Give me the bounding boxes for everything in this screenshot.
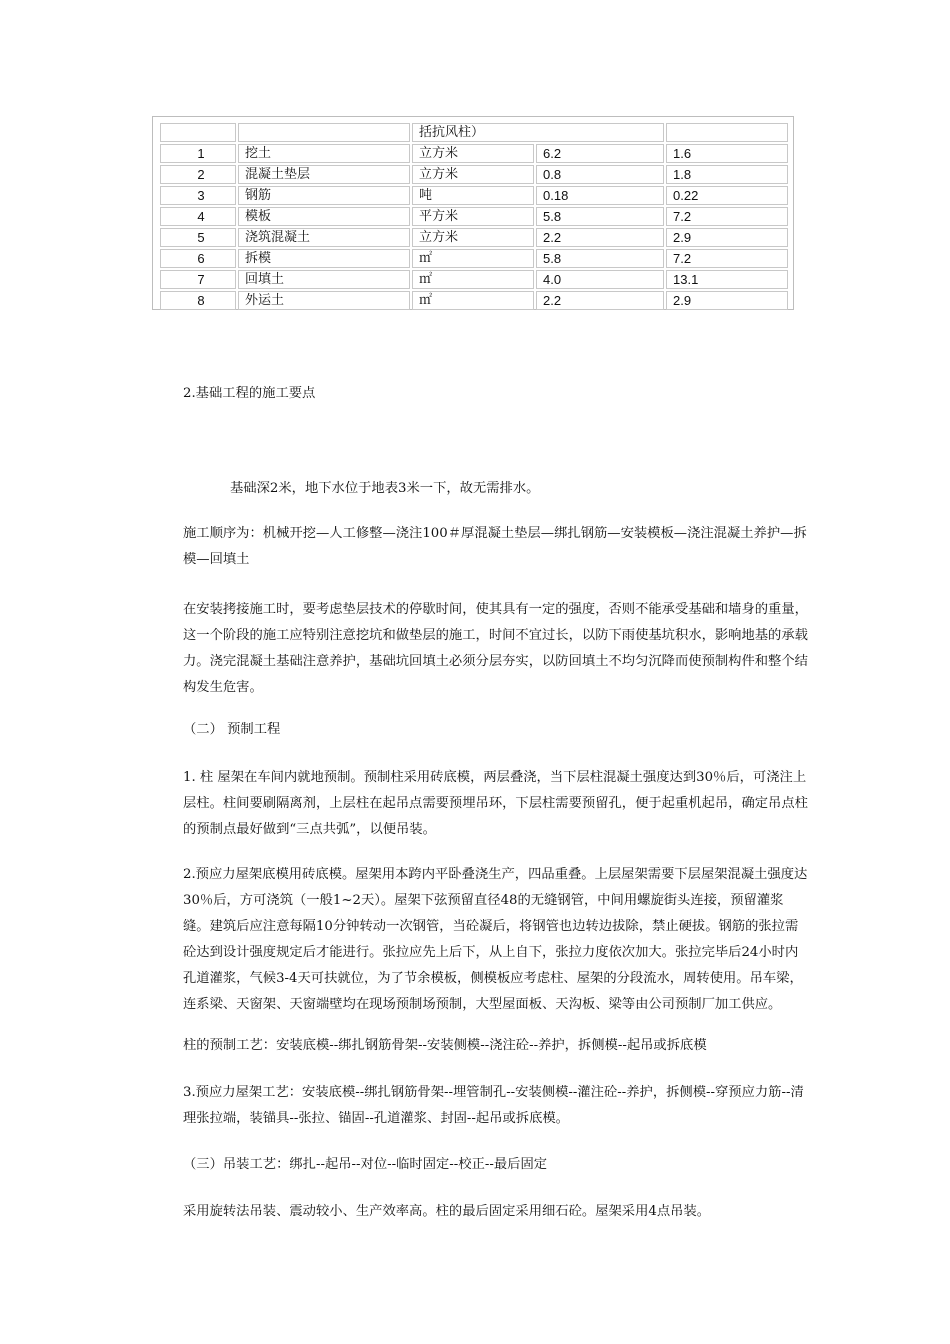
paragraph-truss-prefab: 2.预应力屋架底模用砖底模。屋架用本跨内平卧叠浇生产，四品重叠。上层屋架需要下层屋架混凝土强度达30％后，方可浇筑（一般1~2天）。屋架下弦预留直径48的无缝钢管，中间用螺旋街头连接，预留灌浆缝。建筑后应注意每隔10分钟转动一次钢管，当砼凝后，将钢管也边转边拔除，禁止硬拔。钢筋的张拉需砼达到设计强度规定后才能进行。张拉应先上后下，从上自下，张拉力度依次加大。张拉完毕后24小时内孔道灌浆，气候3-4天可扶就位，为了节余模板，侧模板应考虑柱、屋架的分段流水，周转使用。吊车梁，连系梁、天窗架、天窗端壁均在现场预制场预制，大型屋面板、天沟板、梁等由公司预制厂加工供应。 (183, 867, 808, 1012)
value-1: 0.8 (536, 165, 664, 184)
row-number: 5 (160, 228, 236, 247)
table-row (160, 165, 788, 184)
row-number: 6 (160, 249, 236, 268)
section-heading-foundation: 2.基础工程的施工要点 (183, 386, 316, 401)
value-1: 0.18 (536, 186, 664, 205)
paragraph-lifting-method: 采用旋转法吊装、震动较小、生产效率高。柱的最后固定采用细石砼。屋架采用4点吊装。 (183, 1204, 711, 1219)
value-2: 1.6 (666, 144, 788, 163)
row-number: 8 (160, 291, 236, 310)
section-heading-lifting: （三）吊装工艺：绑扎--起吊--对位--临时固定--校正--最后固定 (183, 1157, 548, 1172)
quantity-table-frame (152, 116, 794, 310)
table-cell (238, 123, 410, 142)
value-1: 5.8 (536, 207, 664, 226)
item-unit: 立方米 (412, 144, 534, 163)
item-unit: 立方米 (412, 228, 534, 247)
value-2: 2.9 (666, 228, 788, 247)
table-header-cell: 括抗风柱） (412, 123, 664, 142)
item-name: 模板 (238, 207, 410, 226)
item-name: 外运土 (238, 291, 410, 310)
value-2: 1.8 (666, 165, 788, 184)
paragraph-truss-process: 3.预应力屋架工艺：安装底模--绑扎钢筋骨架--埋管制孔--安装侧模--灌注砼--养护，拆侧模--穿预应力筋--清理张拉端，装锚具--张拉、锚固--孔道灌浆、封固--起吊或拆底模。 (183, 1085, 804, 1126)
table-row (160, 207, 788, 226)
table-row (160, 291, 788, 310)
value-2: 0.22 (666, 186, 788, 205)
section-heading-prefab: （二） 预制工程 (183, 722, 281, 737)
table-row (160, 270, 788, 289)
table-cell (160, 123, 236, 142)
item-unit: 吨 (412, 186, 534, 205)
row-number: 1 (160, 144, 236, 163)
table-row (160, 144, 788, 163)
value-2: 13.1 (666, 270, 788, 289)
table-row (160, 228, 788, 247)
item-name: 回填土 (238, 270, 410, 289)
paragraph-column-prefab: 1. 柱 屋架在车间内就地预制。预制柱采用砖底模，两层叠浇，当下层柱混凝土强度达到30％后，可浇注上层柱。柱间要刷隔离剂，上层柱在起吊点需要预埋吊环，下层柱需要预留孔，便于起重机起吊，确定吊点柱的预制点最好做到“三点共弧”，以便吊装。 (183, 770, 808, 837)
item-unit: ㎡ (412, 270, 534, 289)
paragraph-column-process: 柱的预制工艺：安装底模--绑扎钢筋骨架--安装侧模--浇注砼--养护，拆侧模--起吊或拆底模 (183, 1038, 707, 1053)
item-unit: ㎡ (412, 291, 534, 310)
row-number: 7 (160, 270, 236, 289)
paragraph-construction-sequence: 施工顺序为：机械开挖—人工修整—浇注100＃厚混凝土垫层—绑扎钢筋—安装模板—浇注混凝土养护—拆模—回填土 (183, 526, 807, 567)
item-unit: 平方米 (412, 207, 534, 226)
item-unit: 立方米 (412, 165, 534, 184)
value-2: 7.2 (666, 249, 788, 268)
value-1: 5.8 (536, 249, 664, 268)
table-row (160, 249, 788, 268)
table-row (160, 186, 788, 205)
paragraph-cushion-notes: 在安装拷接施工时，要考虑垫层技术的停歇时间，使其具有一定的强度，否则不能承受基础和墙身的重量，这一个阶段的施工应特别注意挖坑和做垫层的施工，时间不宜过长，以防下雨使基坑积水，影响地基的承载力。浇完混凝土基础注意养护，基础坑回填土必须分层夯实，以防回填土不均匀沉降而使预制构件和整个结构发生危害。 (183, 602, 808, 695)
value-1: 2.2 (536, 291, 664, 310)
row-number: 2 (160, 165, 236, 184)
item-name: 拆模 (238, 249, 410, 268)
quantity-table (158, 121, 790, 312)
value-1: 4.0 (536, 270, 664, 289)
item-unit: ㎡ (412, 249, 534, 268)
value-1: 6.2 (536, 144, 664, 163)
item-name: 钢筋 (238, 186, 410, 205)
table-cell (666, 123, 788, 142)
item-name: 混凝土垫层 (238, 165, 410, 184)
item-name: 浇筑混凝土 (238, 228, 410, 247)
value-1: 2.2 (536, 228, 664, 247)
table-header-row (160, 123, 788, 142)
value-2: 2.9 (666, 291, 788, 310)
row-number: 4 (160, 207, 236, 226)
value-2: 7.2 (666, 207, 788, 226)
paragraph-foundation-depth: 基础深2米，地下水位于地表3米一下，故无需排水。 (230, 481, 540, 496)
item-name: 挖土 (238, 144, 410, 163)
row-number: 3 (160, 186, 236, 205)
